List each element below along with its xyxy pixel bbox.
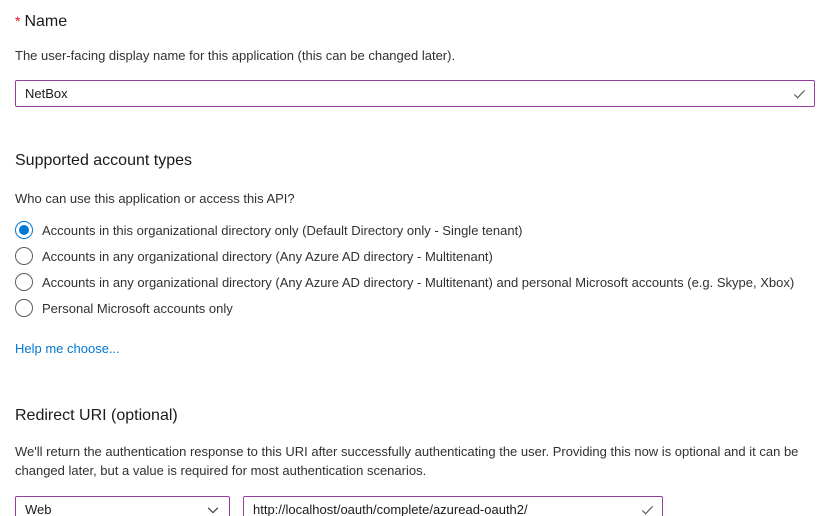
- help-me-choose-link[interactable]: Help me choose...: [15, 341, 120, 356]
- radio-button-icon[interactable]: [15, 273, 33, 291]
- name-input-container: [15, 80, 815, 107]
- radio-button-icon[interactable]: [15, 221, 33, 239]
- account-types-radio-group: [15, 217, 815, 321]
- radio-option-label: Accounts in any organizational directory (Any Azure AD directory - Multitenant) and personal Microsoft accounts (e.g. Skype, Xbox): [42, 274, 795, 290]
- radio-option-3[interactable]: [15, 295, 815, 321]
- chevron-down-icon: [206, 503, 220, 516]
- radio-option-0[interactable]: [15, 217, 815, 243]
- radio-option-label: Accounts in any organizational directory (Any Azure AD directory - Multitenant): [42, 248, 493, 264]
- radio-button-icon[interactable]: [15, 299, 33, 317]
- redirect-uri-input[interactable]: [244, 497, 662, 516]
- name-title-text: Name: [24, 13, 68, 30]
- name-input[interactable]: [16, 81, 814, 106]
- redirect-uri-description: We'll return the authentication response to this URI after successfully authenticating the user. Providing this now is optional and it can be changed later, but a value is required for most authentication scenarios.: [15, 444, 799, 478]
- radio-option-label: Personal Microsoft accounts only: [42, 300, 233, 316]
- redirect-uri-section-title: Redirect URI (optional): [15, 407, 178, 424]
- name-description: The user-facing display name for this application (this can be changed later).: [15, 48, 456, 63]
- redirect-uri-row: [15, 496, 815, 516]
- radio-option-label: Accounts in this organizational directory only (Default Directory only - Single tenant): [42, 222, 523, 238]
- redirect-uri-input-container: [243, 496, 663, 516]
- radio-option-2[interactable]: [15, 269, 815, 295]
- required-asterisk: *: [15, 13, 21, 29]
- radio-option-1[interactable]: [15, 243, 815, 269]
- account-types-section-title: Supported account types: [15, 152, 193, 169]
- name-section-title: [15, 10, 815, 33]
- radio-button-icon[interactable]: [15, 247, 33, 265]
- platform-select[interactable]: [15, 496, 230, 516]
- account-types-question: Who can use this application or access this API?: [15, 191, 295, 206]
- platform-select-value: Web: [25, 502, 52, 516]
